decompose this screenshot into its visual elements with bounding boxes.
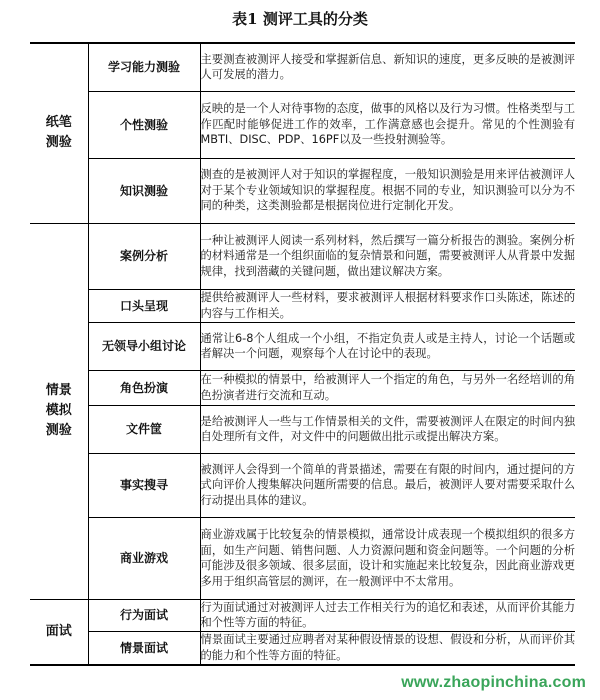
table-row: [30, 91, 575, 158]
tool-name: 个性测验: [88, 91, 200, 158]
table-row: [30, 158, 575, 223]
tool-description: 行为面试通过对被测评人过去工作相关行为的追忆和表述，从而评价其能力和个性等方面的特征。: [200, 600, 575, 629]
tool-description: 提供给被测评人一些材料，要求被测评人根据材料要求作口头陈述，陈述的内容与工作相关。: [200, 289, 575, 322]
category-written-test: 纸笔测验: [30, 43, 88, 223]
tool-name: 角色扮演: [88, 370, 200, 405]
tool-description: 通常让6-8个人组成一个小组，不指定负责人或是主持人，讨论一个话题或者解决一个问题，观察每个人在讨论中的表现。: [200, 322, 575, 370]
tool-description: 是给被测评人一些与工作情景相关的文件，需要被测评人在限定的时间内独自处理所有文件，对文件中的问题做出批示或提出解决方案。: [200, 405, 575, 453]
tool-name: 知识测验: [88, 158, 200, 223]
tool-name: 案例分析: [88, 223, 200, 289]
tool-name: 行为面试: [88, 599, 200, 631]
table-row: [30, 631, 575, 665]
site-watermark: www.zhaopinchina.com: [401, 674, 586, 691]
tool-description: 在一种模拟的情景中，给被测评人一个指定的角色，与另外一名经培训的角色扮演者进行交流和互动。: [200, 370, 575, 405]
tool-name: 学习能力测验: [88, 43, 200, 91]
tool-name: 口头呈现: [88, 289, 200, 322]
category-situational-test: 情景模拟测验: [30, 223, 88, 599]
table-row: [30, 289, 575, 322]
table-row: [30, 517, 575, 599]
tool-description: 情景面试主要通过应聘者对某种假设情景的设想、假设和分析，从而评价其的能力和个性等方面的特征。: [200, 631, 575, 665]
table-row: [30, 453, 575, 517]
tool-name: 情景面试: [88, 631, 200, 665]
tool-description: 一种让被测评人阅读一系列材料，然后撰写一篇分析报告的测验。案例分析的材料通常是一个组织面临的复杂情景和问题，需要被测评人从背景中发掘规律，找到潜藏的关键问题，做出建议解决方案。: [200, 223, 575, 289]
table-row: [30, 370, 575, 405]
table-row: [30, 223, 575, 289]
category-interview: 面试: [30, 599, 88, 665]
tool-name: 事实搜寻: [88, 453, 200, 517]
table-title: 表1 测评工具的分类: [232, 10, 368, 28]
tool-name: 文件筐: [88, 405, 200, 453]
tool-description: 被测评人会得到一个简单的背景描述，需要在有限的时间内，通过提问的方式向评价人搜集解决问题所需要的信息。最后，被测评人要对需要采取什么行动提出具体的建议。: [200, 453, 575, 517]
tool-description: 商业游戏属于比较复杂的情景模拟，通常设计成表现一个模拟组织的很多方面，如生产问题、销售问题、人力资源问题和资金问题等。一个问题的分析可能涉及很多领域、很多层面，设计和实施起来比较复杂，因此商业游戏更多用于组织高管层的测评，在一般测评中不太常用。: [200, 517, 575, 599]
table-row: [30, 405, 575, 453]
tool-name: 无领导小组讨论: [88, 322, 200, 370]
tool-description: 主要测查被测评人接受和掌握新信息、新知识的速度，更多反映的是被测评人可发展的潜力。: [200, 43, 575, 91]
tool-name: 商业游戏: [88, 517, 200, 599]
assessment-tools-table: [30, 42, 575, 666]
table-row: [30, 43, 575, 91]
table-row: [30, 322, 575, 370]
tool-description: 反映的是一个人对待事物的态度，做事的风格以及行为习惯。性格类型与工作匹配时能够促进工作的效率，工作满意感也会提升。常见的个性测验有MBTI、DISC、PDP、16PF以及一些投射测验等。: [200, 91, 575, 158]
table-row: [30, 599, 575, 631]
tool-description: 测查的是被测评人对于知识的掌握程度，一般知识测验是用来评估被测评人对于某个专业领域知识的掌握程度。根据不同的专业，知识测验可以分为不同的种类，这类测验都是根据岗位进行定制化开发。: [200, 158, 575, 223]
